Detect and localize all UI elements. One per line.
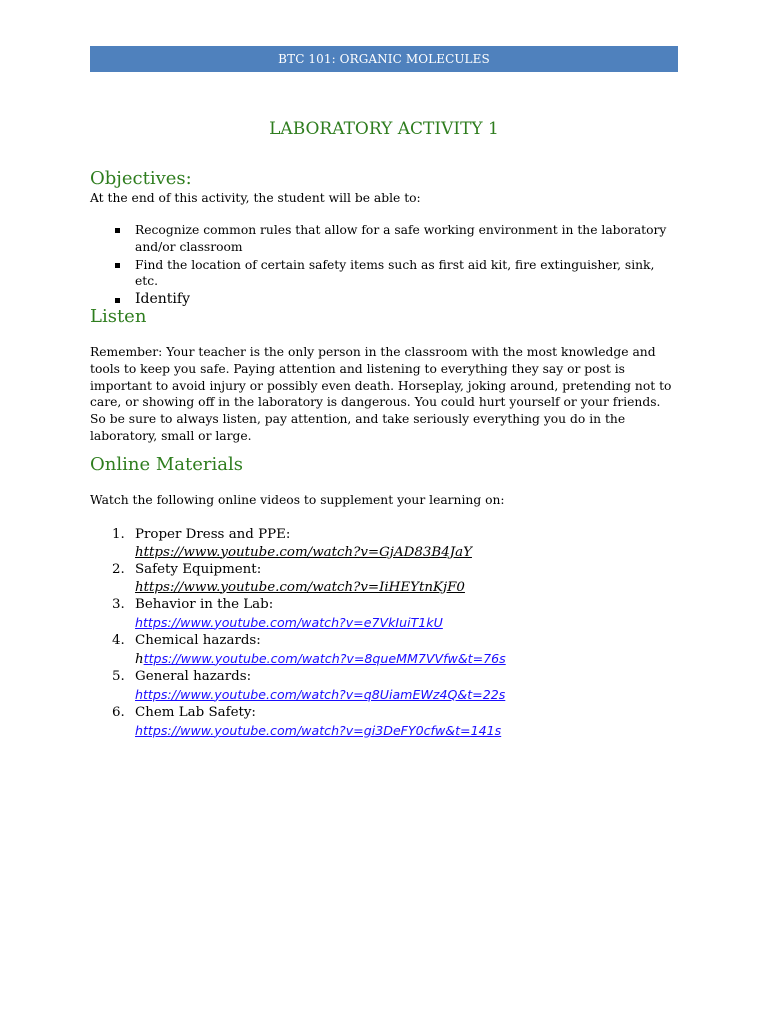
item-label: Chemical hazards: xyxy=(135,633,261,648)
page-title: LABORATORY ACTIVITY 1 xyxy=(269,119,499,139)
video-link[interactable]: https://www.youtube.com/watch?v=IiHEYtnKjF0 xyxy=(135,579,465,595)
list-item xyxy=(90,561,680,596)
item-label: Safety Equipment: xyxy=(135,562,262,577)
video-link[interactable]: https://www.youtube.com/watch?v=GjAD83B4JaY xyxy=(135,544,472,560)
objectives-heading: Objectives: xyxy=(90,168,192,189)
item-label: General hazards: xyxy=(135,669,252,684)
list-item xyxy=(90,526,680,561)
item-number: 4. xyxy=(112,633,125,648)
list-item xyxy=(90,291,680,308)
objectives-intro: At the end of this activity, the student will be able to: xyxy=(90,191,421,205)
course-header-band xyxy=(90,46,678,72)
online-materials-list xyxy=(90,526,680,740)
item-number: 3. xyxy=(112,597,125,612)
item-label: Chem Lab Safety: xyxy=(135,705,256,720)
objectives-list xyxy=(90,222,680,309)
online-materials-heading: Online Materials xyxy=(90,454,243,475)
item-number: 6. xyxy=(112,705,125,720)
online-materials-intro: Watch the following online videos to supplement your learning on: xyxy=(90,493,505,507)
bullet-icon xyxy=(115,228,120,233)
course-header-text: BTC 101: ORGANIC MOLECULES xyxy=(278,52,490,66)
video-link[interactable]: ttps://www.youtube.com/watch?v=8queMM7VVfw&t=76s xyxy=(143,650,506,666)
item-label: Proper Dress and PPE: xyxy=(135,527,291,542)
list-item xyxy=(90,596,680,632)
list-item xyxy=(90,257,680,291)
objective-text: Identify xyxy=(135,291,190,308)
link-prefix-text: h xyxy=(135,651,144,667)
list-item xyxy=(90,668,680,704)
objective-text: Find the location of certain safety items such as first aid kit, fire extinguisher, sink, etc. xyxy=(135,257,655,289)
item-number: 2. xyxy=(112,562,125,577)
item-number: 5. xyxy=(112,669,125,684)
item-number: 1. xyxy=(112,527,125,542)
listen-paragraph: Remember: Your teacher is the only person in the classroom with the most knowledge and tools to keep you safe. Paying attention and listening to everything they say or post is important to avoid injury or possibly even death. Horseplay, joking around, pretending not to care, or showing off in the laboratory is dangerous. You could hurt yourself or your friends. So be sure to always listen, pay attention, and take seriously everything you do in the laboratory, small or large. xyxy=(90,345,672,443)
video-link[interactable]: https://www.youtube.com/watch?v=gi3DeFY0cfw&t=141s xyxy=(135,722,502,738)
objective-text: Recognize common rules that allow for a safe working environment in the laboratory and/or classroom xyxy=(135,223,667,254)
listen-heading: Listen xyxy=(90,306,147,327)
bullet-icon xyxy=(115,298,120,303)
list-item xyxy=(90,704,680,740)
list-item xyxy=(90,222,680,256)
bullet-icon xyxy=(115,263,120,268)
list-item xyxy=(90,632,680,668)
video-link[interactable]: https://www.youtube.com/watch?v=q8UiamEWz4Q&t=22s xyxy=(135,686,506,702)
item-label: Behavior in the Lab: xyxy=(135,597,274,612)
video-link[interactable]: https://www.youtube.com/watch?v=e7VkIuiT1kU xyxy=(135,614,443,630)
